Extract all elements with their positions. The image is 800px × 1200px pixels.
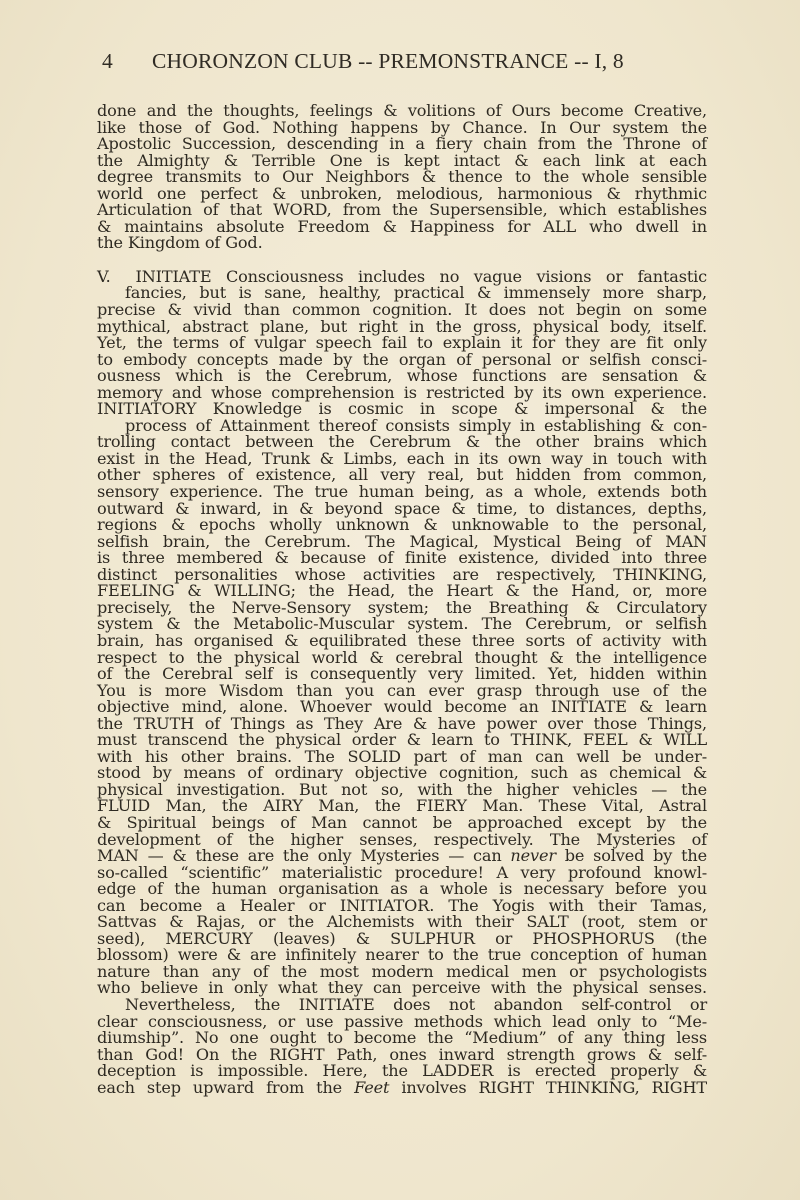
text-line: brain, has organised & equilibrated these three sorts of activity with — [97, 630, 707, 650]
text-line: precisely, the Nerve-Sensory system; the Breathing & Circulatory — [97, 597, 707, 617]
text-line: process of Attainment thereof consists simply in establishing & con- — [125, 415, 707, 435]
text-line: clear consciousness, or use passive methods which lead only to “Me- — [97, 1011, 707, 1031]
text-line: objective mind, alone. Whoever would become an INITIATE & learn — [97, 697, 707, 717]
paragraph-nevertheless — [97, 994, 707, 1097]
text-line: ousness which is the Cerebrum, whose functions are sensation & — [97, 366, 707, 386]
section-v — [97, 266, 708, 998]
text-line: like those of God. Nothing happens by Chance. In Our system the — [97, 117, 707, 137]
text-line: system & the Metabolic-Muscular system. The Cerebrum, or selfish — [97, 614, 707, 634]
text-line: Nevertheless, the INITIATE does not abandon self-control or — [125, 994, 707, 1014]
text-line: trolling contact between the Cerebrum & the other brains which — [97, 432, 707, 452]
text-segment: each step upward from the — [97, 1077, 355, 1097]
text-line: done and the thoughts, feelings & volitions of Ours become Creative, — [97, 101, 707, 120]
text-line: than God! On the RIGHT Path, ones inward strength grows & self- — [97, 1044, 707, 1064]
page-number: 4 — [102, 49, 113, 73]
text-line: blossom) were & are infinitely nearer to the true conception of human — [97, 945, 707, 965]
emphasis-feet: Feet — [354, 1077, 390, 1097]
text-line: world one perfect & unbroken, melodious, harmonious & rhythmic — [97, 183, 707, 203]
text-line: so-called “scientific” materialistic procedure! A very profound knowl- — [97, 862, 707, 882]
text-line: the Almighty & Terrible One is kept intact & each link at each — [97, 150, 707, 170]
text-line: deception is impossible. Here, the LADDER is erected properly & — [97, 1061, 707, 1081]
text-line: INITIATORY Knowledge is cosmic in scope & impersonal & the — [97, 399, 707, 419]
text-line: memory and whose comprehension is restricted by its own experience. — [97, 382, 707, 402]
text-line: You is more Wisdom than you can ever grasp through use of the — [97, 680, 707, 700]
text-line: edge of the human organisation as a whole is necessary before you — [97, 879, 707, 899]
text-line: with his other brains. The SOLID part of man can well be under- — [97, 746, 707, 766]
text-segment: involves RIGHT THINKING, RIGHT — [389, 1077, 707, 1097]
text-line: FLUID Man, the AIRY Man, the FIERY Man. These Vital, Astral — [97, 796, 707, 816]
text-line: precise & vivid than common cognition. It does not begin on some — [97, 300, 707, 320]
text-line: respect to the physical world & cerebral thought & the intelligence — [97, 647, 707, 667]
text-line-final — [97, 1077, 707, 1097]
text-line: other spheres of existence, all very real, but hidden from common, — [97, 465, 707, 485]
text-line: Apostolic Succession, descending in a fiery chain from the Throne of — [97, 134, 707, 154]
text-line: outward & inward, in & beyond space & time, to distances, depths, — [97, 498, 707, 518]
text-line: of the Cerebral self is consequently very limited. Yet, hidden within — [97, 664, 707, 684]
text-line: fancies, but is sane, healthy, practical & immensely more sharp, — [125, 283, 707, 303]
text-segment: be solved by the — [555, 846, 707, 866]
text-line: distinct personalities whose activities are respectively, THINKING, — [97, 564, 707, 584]
text-line: Yet, the terms of vulgar speech fail to explain it for they are fit only — [97, 333, 707, 353]
emphasis-never: never — [510, 846, 556, 866]
section-number: V. — [97, 266, 111, 286]
text-line: Articulation of that WORD, from the Supersensible, which establishes — [97, 200, 707, 220]
text-line: & maintains absolute Freedom & Happiness for ALL who dwell in — [97, 216, 707, 236]
text-line: Sattvas & Rajas, or the Alchemists with their SALT (root, stem or — [97, 912, 707, 932]
text-line: is three membered & because of finite existence, divided into three — [97, 548, 707, 568]
text-line: the Kingdom of God. — [97, 233, 263, 253]
text-line: can become a Healer or INITIATOR. The Yogis with their Tamas, — [97, 895, 707, 915]
text-line: the TRUTH of Things as They Are & have power over those Things, — [97, 713, 707, 733]
text-segment: MAN — & these are the only Mysteries — can — [97, 846, 511, 866]
text-line: to embody concepts made by the organ of personal or selfish consci- — [97, 349, 707, 369]
running-title: CHORONZON CLUB -- PREMONSTRANCE -- I, 8 — [152, 49, 624, 73]
text-line: & Spiritual beings of Man cannot be approached except by the — [97, 812, 707, 832]
text-line: regions & epochs wholly unknown & unknowable to the personal, — [97, 515, 707, 535]
text-line: diumship”. No one ought to become the “Medium” of any thing less — [97, 1028, 707, 1048]
section-first-line-text: INITIATE Consciousness includes no vague visions or fantastic — [135, 266, 708, 286]
text-line: sensory experience. The true human being, as a whole, extends both — [97, 482, 707, 502]
text-line: exist in the Head, Trunk & Limbs, each in its own way in touch with — [97, 448, 707, 468]
text-line: selfish brain, the Cerebrum. The Magical, Mystical Being of MAN — [97, 531, 707, 551]
text-line: development of the higher senses, respectively. The Mysteries of — [97, 829, 707, 849]
text-line: FEELING & WILLING; the Head, the Heart & the Hand, or, more — [97, 581, 707, 601]
text-line: stood by means of ordinary objective cognition, such as chemical & — [97, 763, 707, 783]
text-line: who believe in only what they can perceive with the physical senses. — [97, 978, 707, 998]
paragraph-1 — [97, 103, 707, 252]
text-line: seed), MERCURY (leaves) & SULPHUR or PHOSPHORUS (the — [97, 928, 707, 948]
text-line: mythical, abstract plane, but right in the gross, physical body, itself. — [97, 316, 707, 336]
running-header — [102, 49, 662, 74]
text-line: degree transmits to Our Neighbors & thence to the whole sensible — [97, 167, 707, 187]
text-line: must transcend the physical order & learn to THINK, FEEL & WILL — [97, 730, 707, 750]
body-text — [97, 103, 707, 1096]
text-line: nature than any of the most modern medical men or psychologists — [97, 961, 707, 981]
text-line: physical investigation. But not so, with the higher vehicles — the — [97, 779, 707, 799]
